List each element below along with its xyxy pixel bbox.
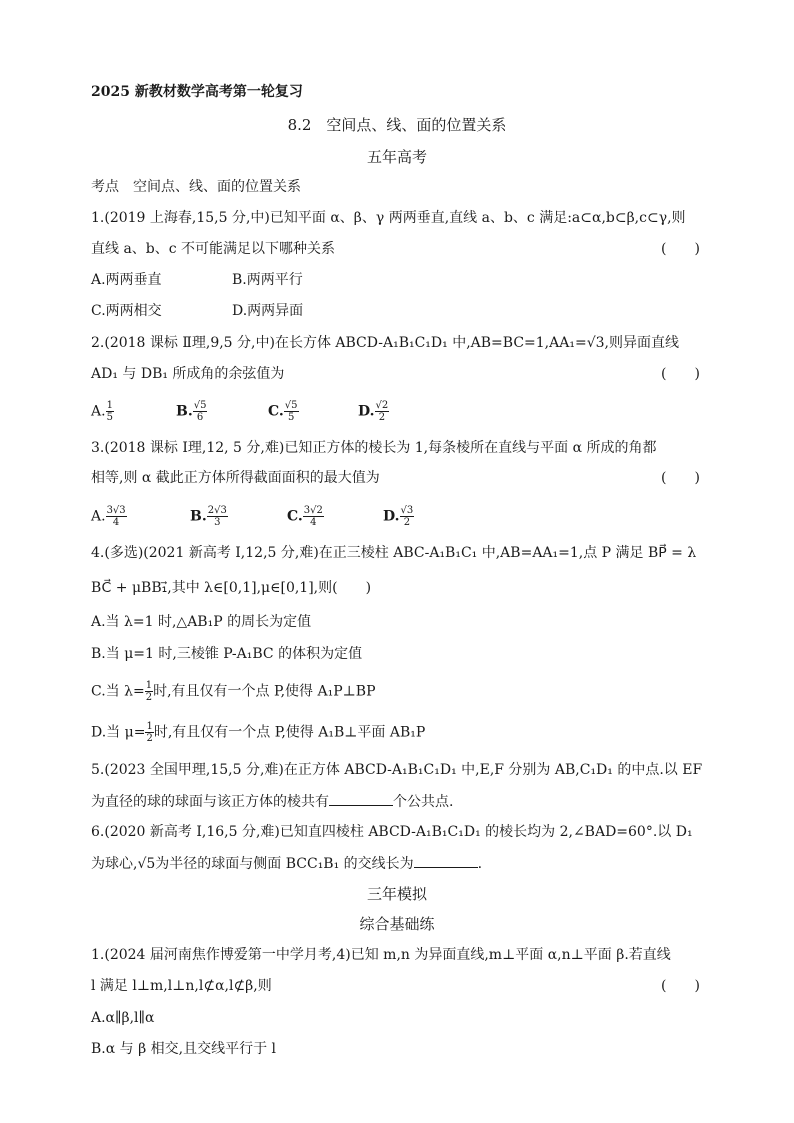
fraction-denominator: 4	[112, 517, 120, 528]
q1-option-b: B.两两平行	[232, 272, 303, 288]
q3-option-a-label: A.	[91, 508, 106, 525]
q6-line2-pre: 为球心,√5为半径的球面与侧面 BCC₁B₁ 的交线长为	[91, 856, 414, 872]
fraction-numerator: √3	[400, 505, 414, 516]
topic-heading: 考点 空间点、线、面的位置关系	[91, 179, 301, 195]
q4-option-c-fraction	[145, 680, 153, 703]
q2-line2: AD₁ 与 DB₁ 所成角的余弦值为	[91, 366, 285, 382]
q4-option-d	[91, 721, 425, 744]
q5-line2-pre: 为直径的球的球面与该正方体的棱共有	[91, 794, 329, 810]
q6-line2-post: .	[477, 856, 483, 872]
q5-line2-post: 个公共点.	[393, 794, 454, 810]
fraction-numerator: √2	[375, 400, 389, 411]
q1-line2: 直线 a、b、c 不可能满足以下哪种关系	[91, 241, 336, 257]
q2-option-d-label: D.	[358, 403, 375, 420]
fraction-numerator: 3√2	[303, 505, 323, 516]
q2-option-a-fraction	[106, 400, 114, 423]
q5-line2	[91, 791, 453, 812]
q2-option-b-label: B.	[176, 403, 193, 420]
q3-option-b-fraction	[207, 505, 228, 528]
q3-option-d	[383, 505, 414, 528]
q4-line2: BC⃗ + μBB₁⃗,其中 λ∈[0,1],μ∈[0,1],则( )	[91, 580, 372, 596]
fraction-numerator: 1	[146, 721, 153, 732]
q2-option-d	[358, 400, 389, 423]
q1-option-c: C.两两相交	[91, 303, 162, 319]
q4-option-b: B.当 μ=1 时,三棱锥 P-A₁BC 的体积为定值	[91, 646, 363, 662]
section-title: 8.2 空间点、线、面的位置关系	[287, 116, 507, 134]
fraction-denominator: 2	[146, 733, 153, 744]
q2-option-c	[268, 400, 299, 423]
q1-line1: 1.(2019 上海春,15,5 分,中)已知平面 α、β、γ 两两垂直,直线 a、b、c 满足:a⊂α,b⊂β,c⊂γ,则	[91, 210, 686, 226]
fraction-numerator: 1	[145, 680, 153, 691]
q2-option-d-fraction	[375, 400, 390, 423]
q3-option-c-label: C.	[287, 508, 303, 525]
fraction-denominator: 3	[214, 517, 221, 528]
fraction-denominator: 6	[196, 412, 204, 423]
q3-option-d-fraction	[400, 505, 415, 528]
fraction-numerator: 1	[106, 400, 113, 411]
q3-option-c-fraction	[303, 505, 324, 528]
part-heading-three-years: 三年模拟	[366, 885, 427, 903]
part-heading-five-years: 五年高考	[366, 148, 427, 166]
q3-option-a	[91, 505, 127, 528]
fraction-denominator: 2	[378, 412, 386, 423]
q2-option-a-label: A.	[91, 403, 106, 420]
fraction-numerator: √5	[284, 400, 298, 411]
q2-option-b-fraction	[193, 400, 208, 423]
m1-option-a: A.α∥β,l∥α	[91, 1010, 155, 1026]
fraction-numerator: 2√3	[207, 505, 227, 516]
q4-option-c-pre: C.当 λ=	[91, 683, 145, 700]
q2-option-b	[176, 400, 207, 423]
q3-option-b	[190, 505, 228, 528]
q4-line1: 4.(多选)(2021 新高考 Ⅰ,12,5 分,难)在正三棱柱 ABC-A₁B₁C₁ 中,AB=AA₁=1,点 P 满足 BP⃗ = λ	[91, 545, 697, 561]
m1-answer-paren: ( )	[661, 978, 700, 994]
q4-option-a: A.当 λ=1 时,△AB₁P 的周长为定值	[91, 614, 312, 630]
q3-answer-paren: ( )	[661, 470, 700, 486]
m1-option-b: B.α 与 β 相交,且交线平行于 l	[91, 1041, 277, 1057]
fraction-denominator: 5	[287, 412, 295, 423]
m1-line1: 1.(2024 届河南焦作博爱第一中学月考,4)已知 m,n 为异面直线,m⊥平面 α,n⊥平面 β.若直线	[91, 947, 671, 963]
fraction-denominator: 2	[145, 692, 153, 703]
series-title: 2025 新教材数学高考第一轮复习	[91, 84, 303, 100]
subsection-heading: 综合基础练	[359, 915, 435, 933]
q5-answer-blank[interactable]	[329, 791, 393, 806]
q3-option-b-label: B.	[190, 508, 207, 525]
m1-line2: l 满足 l⊥m,l⊥n,l⊄α,l⊄β,则	[91, 978, 272, 994]
fraction-denominator: 2	[403, 517, 411, 528]
q2-option-c-label: C.	[268, 403, 284, 420]
q1-option-a: A.两两垂直	[91, 272, 162, 288]
q2-answer-paren: ( )	[661, 366, 700, 382]
q4-option-d-pre: D.当 μ=	[91, 724, 146, 741]
q3-option-c	[287, 505, 324, 528]
q2-option-c-fraction	[284, 400, 299, 423]
q4-option-d-post: 时,有且仅有一个点 P,使得 A₁B⊥平面 AB₁P	[153, 724, 426, 741]
q3-line1: 3.(2018 课标 Ⅰ理,12, 5 分,难)已知正方体的棱长为 1,每条棱所在直线与平面 α 所成的角都	[91, 440, 657, 456]
q3-option-d-label: D.	[383, 508, 400, 525]
fraction-numerator: √5	[193, 400, 207, 411]
q4-option-c-post: 时,有且仅有一个点 P,使得 A₁P⊥BP	[153, 683, 376, 700]
q3-line2: 相等,则 α 截此正方体所得截面面积的最大值为	[91, 470, 380, 486]
q1-answer-paren: ( )	[661, 241, 700, 257]
q3-option-a-fraction	[106, 505, 127, 528]
q1-option-d: D.两两异面	[232, 303, 304, 319]
fraction-denominator: 5	[106, 412, 113, 423]
q4-option-d-fraction	[145, 721, 153, 744]
q4-option-c	[91, 680, 376, 703]
q6-line2	[91, 853, 482, 874]
fraction-denominator: 4	[310, 517, 317, 528]
fraction-numerator: 3√3	[106, 505, 126, 516]
q6-answer-blank[interactable]	[414, 853, 478, 868]
q6-line1: 6.(2020 新高考 Ⅰ,16,5 分,难)已知直四棱柱 ABCD-A₁B₁C₁D₁ 的棱长均为 2,∠BAD=60°.以 D₁	[91, 824, 693, 840]
q2-line1: 2.(2018 课标 Ⅱ理,9,5 分,中)在长方体 ABCD-A₁B₁C₁D₁ 中,AB=BC=1,AA₁=√3,则异面直线	[91, 335, 679, 351]
q5-line1: 5.(2023 全国甲理,15,5 分,难)在正方体 ABCD-A₁B₁C₁D₁ 中,E,F 分别为 AB,C₁D₁ 的中点.以 EF	[91, 762, 703, 778]
q2-option-a	[91, 400, 114, 423]
